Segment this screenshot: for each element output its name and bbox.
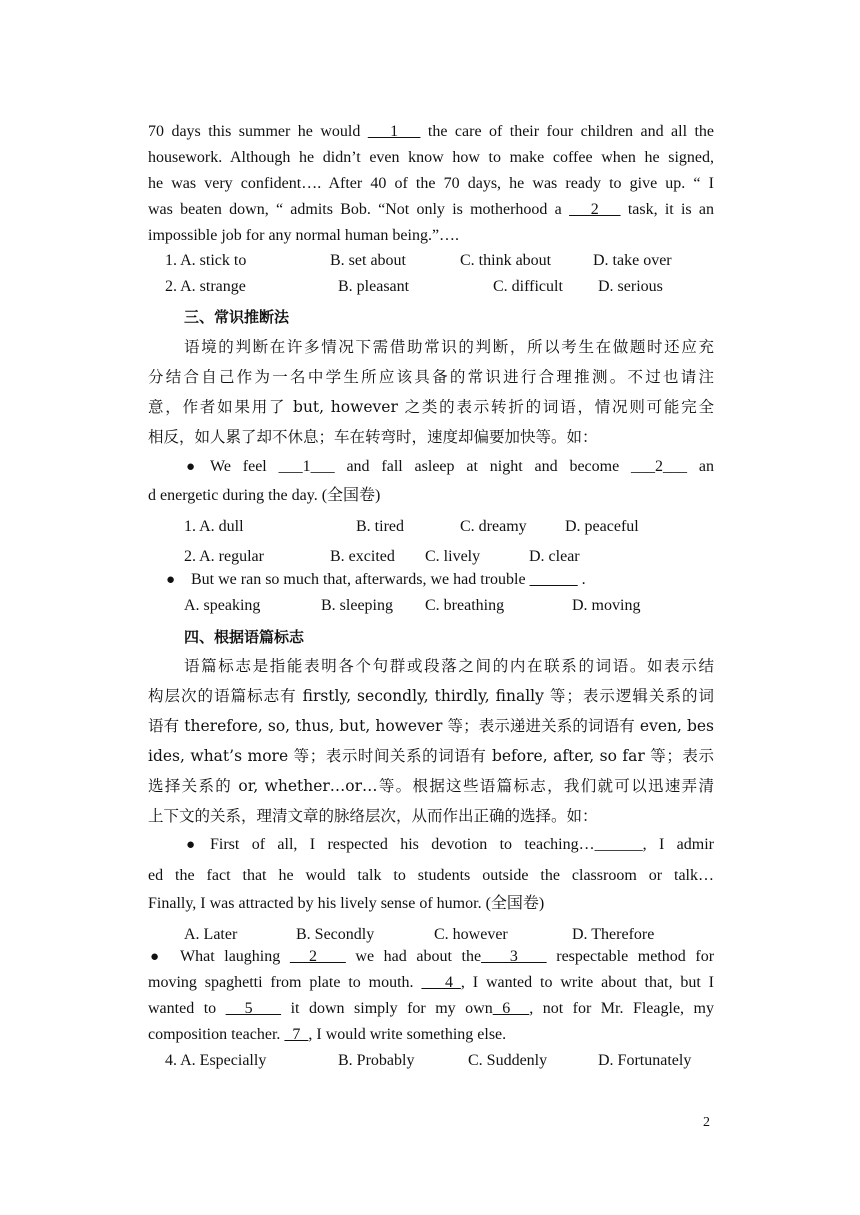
option: C. breathing	[425, 597, 505, 614]
blank-3: 3	[481, 948, 547, 965]
option: 2. A. strange	[165, 278, 246, 295]
option: A. Later	[184, 926, 238, 943]
option: C. dreamy	[460, 518, 527, 535]
blank-2: ___2___	[631, 458, 688, 475]
blank-1: ___1___	[278, 458, 335, 475]
example-line: We feel ___1___ and fall asleep at night and become ___2___ an	[210, 458, 714, 475]
paragraph-line: 相反，如人累了却不休息；车在转弯时，速度却偏要加快等。如：	[148, 428, 598, 446]
bullet-icon: ●	[186, 459, 196, 475]
option: B. set about	[330, 252, 406, 269]
paragraph-line: ides, what’s more 等；表示时间关系的词语有 before, after, so far 等；表示	[148, 747, 714, 765]
bullet-icon: ●	[186, 837, 196, 853]
passage-line: 70 days this summer he would 1 the care of their four children and all the	[148, 123, 714, 140]
option: 1. A. stick to	[165, 252, 247, 269]
blank-4: 4	[421, 974, 461, 991]
option: C. however	[434, 926, 508, 943]
paragraph-line: 语篇标志是指能表明各个句群或段落之间的内在联系的词语。如表示结	[184, 657, 714, 675]
option: B. excited	[330, 548, 395, 565]
paragraph-line: 语境的判断在许多情况下需借助常识的判断，所以考生在做题时还应充	[184, 338, 714, 356]
option: C. think about	[460, 252, 552, 269]
option: D. Fortunately	[598, 1052, 692, 1069]
option: B. pleasant	[338, 278, 410, 295]
option: D. peaceful	[565, 518, 639, 535]
passage-line: impossible job for any normal human being.”….	[148, 227, 460, 244]
option: B. Secondly	[296, 926, 375, 943]
option: C. Suddenly	[468, 1052, 548, 1069]
section-title: 四、根据语篇标志	[184, 628, 305, 646]
option: B. Probably	[338, 1052, 415, 1069]
blank-6: 6	[492, 1000, 530, 1017]
paragraph-line: 语有 therefore, so, thus, but, however 等；表示递进关系的词语有 even, bes	[148, 717, 714, 735]
option: D. serious	[598, 278, 663, 295]
option: C. difficult	[493, 278, 563, 295]
page-number: 2	[703, 1115, 710, 1130]
blank-1: 1	[367, 123, 421, 140]
option: A. speaking	[184, 597, 261, 614]
option: C. lively	[425, 548, 481, 565]
example-line: Finally, I was attracted by his lively sense of humor. (全国卷)	[148, 895, 545, 912]
blank: ______	[529, 571, 578, 588]
example-line: d energetic during the day. (全国卷)	[148, 487, 381, 504]
example-line: What laughing 2 we had about the 3 respectable method for	[180, 948, 714, 965]
example-line: composition teacher. 7 , I would write something else.	[148, 1026, 507, 1043]
example-line: ed the fact that he would talk to students outside the classroom or talk…	[148, 867, 714, 884]
paragraph-line: 分结合自己作为一名中学生所应该具备的常识进行合理推测。不过也请注	[148, 368, 714, 386]
blank-2: 2	[569, 201, 621, 218]
section-title: 三、常识推断法	[184, 308, 290, 326]
blank-5: 5	[225, 1000, 282, 1017]
option: D. Therefore	[572, 926, 655, 943]
example-line: moving spaghetti from plate to mouth. 4 , I wanted to write about that, but I	[148, 974, 714, 991]
option: B. tired	[356, 518, 404, 535]
blank-7: 7	[284, 1026, 309, 1043]
paragraph-line: 意，作者如果用了 but, however 之类的表示转折的词语，情况则可能完全	[148, 398, 714, 416]
bullet-icon: ●	[166, 572, 176, 588]
paragraph-line: 上下文的关系，理清文章的脉络层次，从而作出正确的选择。如：	[148, 807, 598, 825]
option: 2. A. regular	[184, 548, 264, 565]
paragraph-line: 构层次的语篇标志有 firstly, secondly, thirdly, finally 等；表示逻辑关系的词	[148, 687, 714, 705]
passage-line: he was very confident…. After 40 of the 70 days, he was ready to give up. “ I	[148, 175, 714, 192]
bullet-icon: ●	[150, 949, 160, 965]
example-line: First of all, I respected his devotion to teaching…______, I admir	[210, 836, 714, 853]
option: D. moving	[572, 597, 641, 614]
blank-2: 2	[289, 948, 346, 965]
example-line: But we ran so much that, afterwards, we had trouble ______ .	[191, 571, 586, 588]
paragraph-line: 选择关系的 or, whether…or…等。根据这些语篇标志，我们就可以迅速弄清	[148, 777, 714, 795]
option: D. clear	[529, 548, 580, 565]
passage-line: housework. Although he didn’t even know how to make coffee when he signed,	[148, 149, 714, 166]
option: B. sleeping	[321, 597, 393, 614]
passage-line: was beaten down, “ admits Bob. “Not only is motherhood a 2 task, it is an	[148, 201, 714, 218]
option: 1. A. dull	[184, 518, 244, 535]
example-line: wanted to 5 it down simply for my own 6 , not for Mr. Fleagle, my	[148, 1000, 714, 1017]
option: D. take over	[593, 252, 672, 269]
option: 4. A. Especially	[165, 1052, 267, 1069]
